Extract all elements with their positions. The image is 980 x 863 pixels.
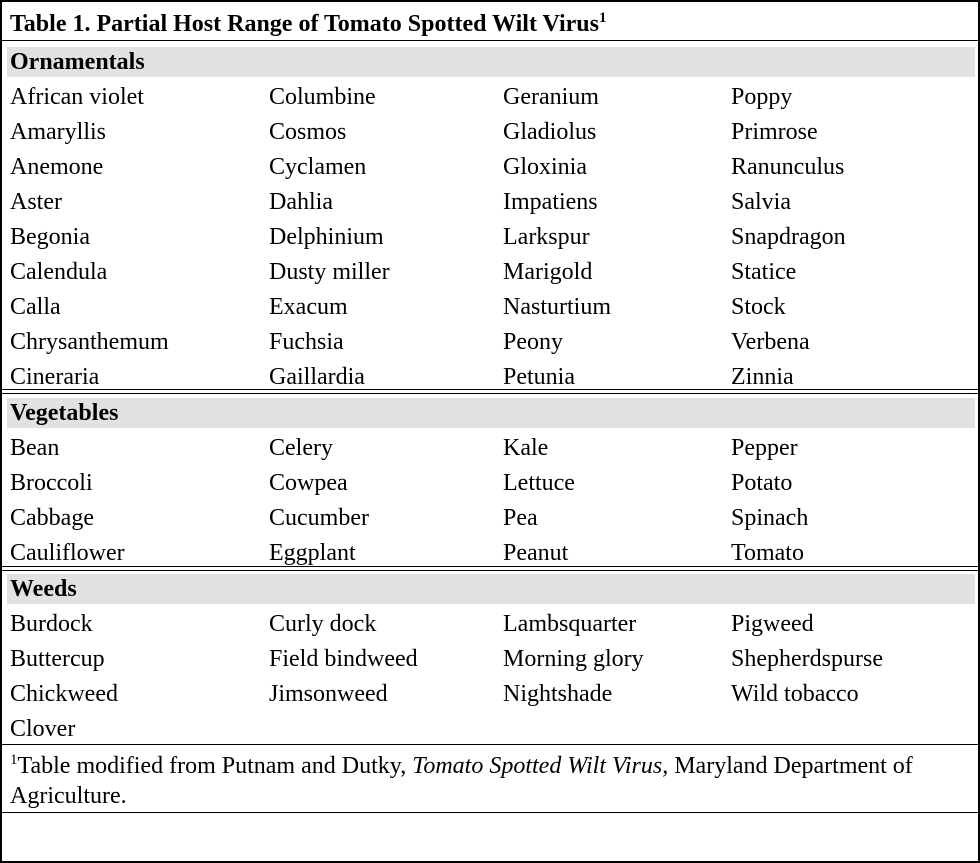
section-grid-vegetables (10, 433, 970, 573)
section-header-weeds: Weeds (7, 574, 975, 604)
table-row (10, 82, 970, 117)
table-cell: Gladiolus (503, 119, 597, 145)
table-cell: Lettuce (503, 470, 575, 496)
table-cell: Tomato (731, 540, 804, 566)
table-cell: Jimsonweed (269, 681, 388, 707)
table-cell: Statice (731, 259, 797, 285)
table-cell: Potato (731, 470, 793, 496)
table-cell: Clover (10, 716, 76, 742)
table-cell: Burdock (10, 611, 93, 637)
table-cell: Amaryllis (10, 119, 106, 145)
table-cell: Impatiens (503, 189, 598, 215)
table-row (10, 468, 970, 503)
section-divider (2, 393, 978, 394)
table-cell: Gloxinia (503, 154, 587, 180)
table-cell: Columbine (269, 84, 376, 110)
section-header-vegetables: Vegetables (7, 398, 975, 428)
table-cell: Primrose (731, 119, 818, 145)
section-divider (2, 570, 978, 571)
table-cell: Eggplant (269, 540, 356, 566)
table-row (10, 292, 970, 327)
table-cell: Celery (269, 435, 333, 461)
footnote-mark: 1 (10, 752, 18, 768)
table-row (10, 503, 970, 538)
table-cell: Shepherdspurse (731, 646, 883, 672)
footnote-bottom-divider (2, 812, 978, 813)
table-cell: African violet (10, 84, 144, 110)
section-header-ornamentals: Ornamentals (7, 47, 975, 77)
table-cell: Stock (731, 294, 786, 320)
table-row (10, 538, 970, 573)
table-cell: Exacum (269, 294, 348, 320)
table-row (10, 433, 970, 468)
table-row (10, 222, 970, 257)
table-cell: Poppy (731, 84, 793, 110)
table-cell: Dahlia (269, 189, 333, 215)
table-row (10, 362, 970, 397)
table-cell: Fuchsia (269, 329, 344, 355)
table-cell: Zinnia (731, 364, 794, 390)
table-cell: Cineraria (10, 364, 100, 390)
table-cell: Nasturtium (503, 294, 611, 320)
table-cell: Cauliflower (10, 540, 125, 566)
table-cell: Broccoli (10, 470, 93, 496)
table-cell: Buttercup (10, 646, 105, 672)
footnote-suffix: Maryland Department of Agriculture. (10, 753, 913, 809)
table-cell: Ranunculus (731, 154, 845, 180)
table-cell: Petunia (503, 364, 575, 390)
table-cell: Delphinium (269, 224, 384, 250)
table-cell: Field bindweed (269, 646, 418, 672)
table-cell: Begonia (10, 224, 90, 250)
table-cell: Cyclamen (269, 154, 367, 180)
table-cell: Bean (10, 435, 60, 461)
title-divider (2, 40, 978, 41)
table-cell: Larkspur (503, 224, 590, 250)
table-cell: Lambsquarter (503, 611, 637, 637)
table-row (10, 117, 970, 152)
table-cell: Geranium (503, 84, 599, 110)
table-cell: Pigweed (731, 611, 814, 637)
table-cell: Nightshade (503, 681, 613, 707)
section-divider (2, 389, 978, 390)
table-row (10, 257, 970, 292)
table-cell: Chickweed (10, 681, 118, 707)
table-title (10, 10, 606, 38)
table-cell: Cabbage (10, 505, 94, 531)
table-cell: Dusty miller (269, 259, 390, 285)
table-cell: Spinach (731, 505, 809, 531)
table-cell: Morning glory (503, 646, 644, 672)
section-divider (2, 566, 978, 567)
table-row (10, 187, 970, 222)
table-cell: Curly dock (269, 611, 377, 637)
section-grid-ornamentals (10, 82, 970, 397)
title-footnote-mark: 1 (598, 10, 607, 26)
table-cell: Verbena (731, 329, 810, 355)
table-cell: Pea (503, 505, 538, 531)
table-cell: Kale (503, 435, 549, 461)
footnote-italic-title: Tomato Spotted Wilt Virus, (412, 753, 669, 779)
table-title-text: Table 1. Partial Host Range of Tomato Spotted Wilt Virus (10, 11, 599, 37)
footnote-prefix: Table modified from Putnam and Dutky, (17, 753, 413, 779)
table-cell: Wild tobacco (731, 681, 859, 707)
table-cell: Cosmos (269, 119, 347, 145)
table-cell: Gaillardia (269, 364, 365, 390)
table-row (10, 327, 970, 362)
table-cell: Calla (10, 294, 61, 320)
section-grid-weeds (10, 609, 970, 749)
table-row (10, 609, 970, 644)
table-cell: Chrysanthemum (10, 329, 169, 355)
table-cell: Salvia (731, 189, 791, 215)
table-cell: Cucumber (269, 505, 369, 531)
table-cell: Aster (10, 189, 62, 215)
table-cell: Peony (503, 329, 563, 355)
table-row (10, 679, 970, 714)
table-cell: Calendula (10, 259, 108, 285)
table-cell: Anemone (10, 154, 104, 180)
table-cell: Pepper (731, 435, 798, 461)
table-cell: Peanut (503, 540, 569, 566)
table-row (10, 152, 970, 187)
table-row (10, 644, 970, 679)
table-cell: Cowpea (269, 470, 348, 496)
table-cell: Marigold (503, 259, 593, 285)
table-footnote (10, 745, 972, 811)
table-cell: Snapdragon (731, 224, 846, 250)
